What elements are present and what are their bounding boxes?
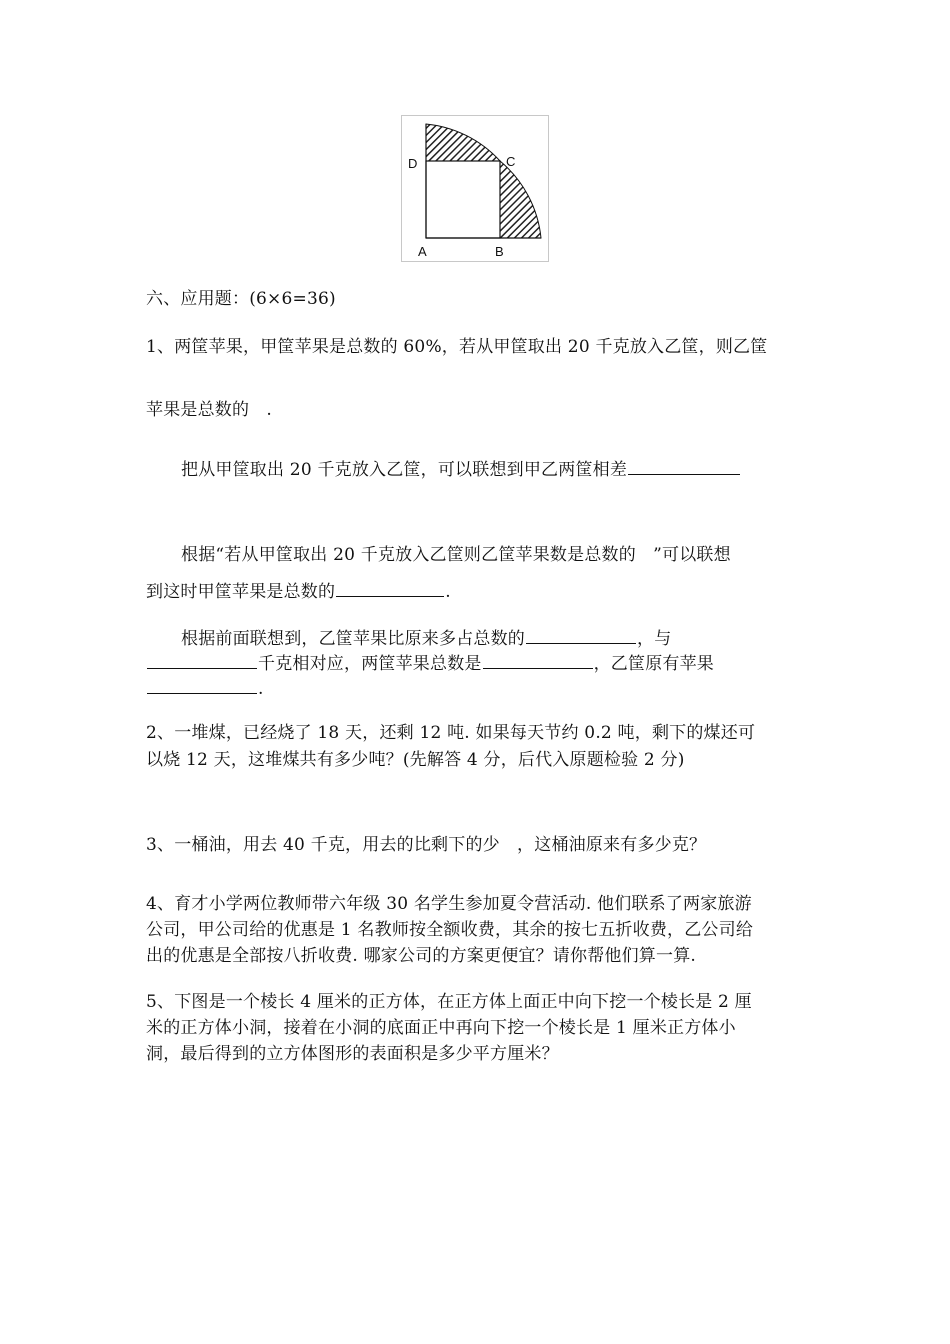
q1-hint3-end: . bbox=[258, 679, 264, 699]
q1-hint3-line3 bbox=[146, 677, 264, 699]
answer-blank[interactable] bbox=[526, 627, 636, 644]
label-a: A bbox=[418, 244, 427, 259]
q4-line3: 出的优惠是全部按八折收费. 哪家公司的方案更便宜？请你帮他们算一算. bbox=[146, 946, 697, 966]
q5-line1: 5、下图是一个棱长 4 厘米的正方体，在正方体上面正中向下挖一个棱长是 2 厘 bbox=[146, 992, 752, 1012]
quarter-circle-diagram bbox=[402, 116, 548, 261]
q1-hint2-text: 到这时甲筐苹果是总数的 bbox=[146, 582, 336, 602]
square-abcd bbox=[426, 161, 500, 238]
label-d: D bbox=[408, 156, 418, 171]
q2-line2: 以烧 12 天，这堆煤共有多少吨？(先解答 4 分，后代入原题检验 2 分) bbox=[146, 750, 685, 770]
q1-hint2-line1: 根据“若从甲筐取出 20 千克放入乙筐则乙筐苹果数是总数的 ”可以联想 bbox=[181, 545, 731, 565]
q1-hint3-text2: 千克相对应，两筐苹果总数是 bbox=[258, 654, 482, 674]
answer-blank[interactable] bbox=[336, 580, 444, 597]
q1-hint2-line2 bbox=[146, 580, 451, 602]
q4-line2: 公司，甲公司给的优惠是 1 名教师按全额收费，其余的按七五折收费，乙公司给 bbox=[146, 920, 754, 940]
q5-line3: 洞，最后得到的立方体图形的表面积是多少平方厘米？ bbox=[146, 1044, 559, 1064]
q1-hint3-text1-end: ，与 bbox=[637, 629, 672, 649]
section-title: 六、应用题：(6×6=36) bbox=[146, 289, 336, 309]
q5-line2: 米的正方体小洞，接着在小洞的底面正中再向下挖一个棱长是 1 厘米正方体小 bbox=[146, 1018, 736, 1038]
q4-line1: 4、育才小学两位教师带六年级 30 名学生参加夏令营活动. 他们联系了两家旅游 bbox=[146, 894, 752, 914]
q1-line2: 苹果是总数的 . bbox=[146, 400, 273, 420]
q3-line1: 3、一桶油，用去 40 千克，用去的比剩下的少 ，这桶油原来有多少克？ bbox=[146, 835, 707, 855]
q1-hint1-text: 把从甲筐取出 20 千克放入乙筐，可以联想到甲乙两筐相差 bbox=[181, 460, 628, 480]
geometry-figure bbox=[401, 115, 549, 262]
q1-hint2-end: . bbox=[445, 582, 451, 602]
answer-blank[interactable] bbox=[483, 652, 593, 669]
label-c: C bbox=[506, 154, 516, 169]
answer-blank[interactable] bbox=[147, 677, 257, 694]
label-b: B bbox=[495, 244, 504, 259]
top-shaded-region bbox=[426, 124, 500, 161]
q1-hint3-line1 bbox=[181, 627, 671, 649]
q2-line1: 2、一堆煤，已经烧了 18 天，还剩 12 吨. 如果每天节约 0.2 吨，剩下的煤还可 bbox=[146, 723, 756, 743]
q1-hint3-text1: 根据前面联想到，乙筐苹果比原来多占总数的 bbox=[181, 629, 525, 649]
q1-hint1 bbox=[181, 458, 741, 480]
q1-hint3-text3: ，乙筐原有苹果 bbox=[593, 654, 715, 674]
answer-blank[interactable] bbox=[147, 652, 257, 669]
answer-blank[interactable] bbox=[628, 458, 740, 475]
right-shaded-region bbox=[500, 161, 541, 238]
q1-line1: 1、两筐苹果，甲筐苹果是总数的 60%，若从甲筐取出 20 千克放入乙筐，则乙筐 bbox=[146, 337, 768, 357]
q1-hint3-line2 bbox=[146, 652, 714, 674]
